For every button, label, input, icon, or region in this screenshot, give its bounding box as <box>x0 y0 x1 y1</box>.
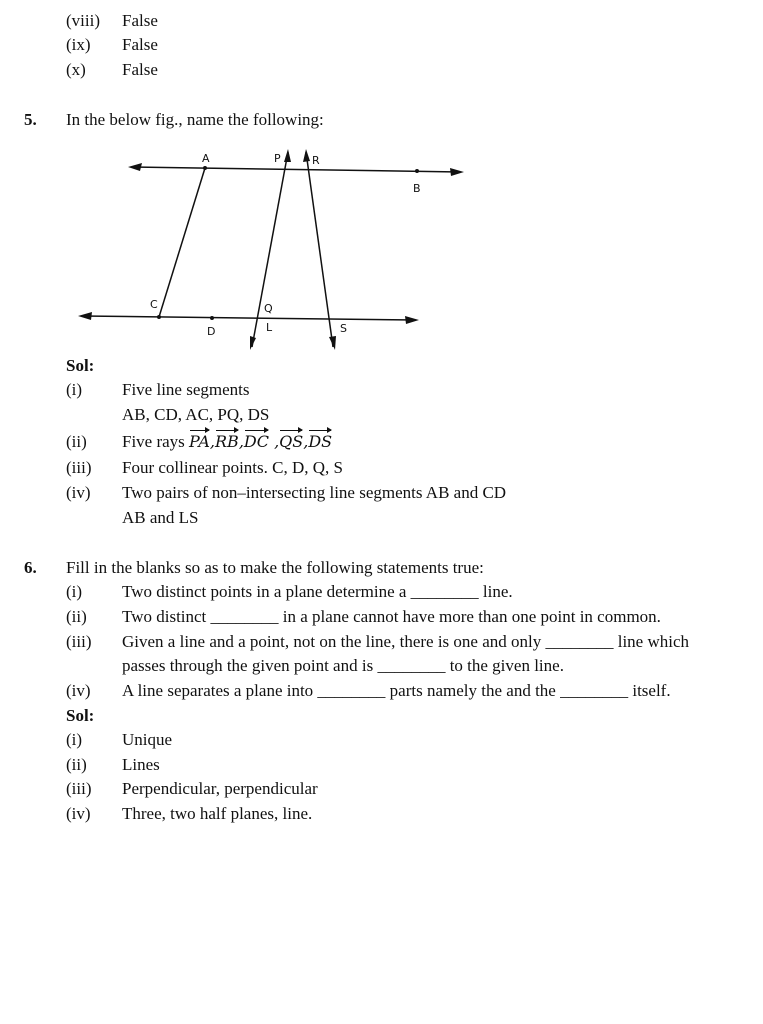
item-text: False <box>122 60 158 79</box>
item-text: Four collinear points. C, D, Q, S <box>122 458 343 477</box>
item-label: (ii) <box>66 432 87 451</box>
item-text: A line separates a plane into ________ parts namely the and the ________ itself. <box>122 681 671 700</box>
point-c <box>157 315 161 319</box>
geometry-figure <box>70 142 490 354</box>
arrow-left-bottom <box>78 312 92 320</box>
ray-list: PA,RB,DC ,QS,DS <box>189 432 333 451</box>
arrow-rs-up <box>303 149 310 162</box>
label-q: Q <box>264 302 273 315</box>
item-text: Three, two half planes, line. <box>122 804 313 823</box>
label-p: P <box>274 152 281 165</box>
label-l: L <box>266 321 273 334</box>
arrow-left-top <box>128 163 142 171</box>
label-b: B <box>413 182 421 195</box>
item-label: (iv) <box>66 681 91 700</box>
ray-pa: PA <box>189 432 210 451</box>
item-text: Five line segments <box>122 380 250 399</box>
ray-rb: RB <box>215 432 239 451</box>
item-label: (x) <box>66 60 86 79</box>
arrow-rs-down <box>329 336 336 350</box>
line-ab <box>132 167 460 172</box>
item-label: (ii) <box>66 755 87 774</box>
item-label: (ii) <box>66 607 87 626</box>
ray-ds: DS <box>308 432 333 451</box>
item-text: False <box>122 11 158 30</box>
item-label: (i) <box>66 582 83 601</box>
item-text: Two distinct ________ in a plane cannot have more than one point in common. <box>122 607 661 626</box>
arrow-pq-down <box>250 336 256 350</box>
item-label: (viii) <box>66 11 100 30</box>
point-b <box>415 169 419 173</box>
item-text: Unique <box>122 730 173 749</box>
item-text: Two pairs of non–intersecting line segments AB and CD <box>122 483 507 502</box>
label-c: C <box>150 298 158 311</box>
ray-dc: DC <box>243 432 269 451</box>
item-text: Two distinct points in a plane determine a ________ line. <box>122 582 513 601</box>
point-d <box>210 316 214 320</box>
segment-ac <box>159 168 205 317</box>
line-cd <box>82 316 415 320</box>
label-a: A <box>202 152 210 165</box>
arrow-right-top <box>450 168 464 176</box>
label-r: R <box>312 154 320 167</box>
item-text: Perpendicular, perpendicular <box>122 779 318 798</box>
point-a <box>203 166 207 170</box>
item-label: (iii) <box>66 458 92 477</box>
item-text: AB and LS <box>122 508 199 527</box>
question-number: 5. <box>24 110 37 129</box>
item-label: (i) <box>66 380 83 399</box>
item-label: (iii) <box>66 632 92 651</box>
item-label: (iv) <box>66 483 91 502</box>
label-d: D <box>207 325 216 338</box>
sol-label: Sol: <box>66 706 95 725</box>
line-rs <box>306 152 333 347</box>
item-label: (iii) <box>66 779 92 798</box>
item-label: (iv) <box>66 804 91 823</box>
item-label: (ix) <box>66 35 91 54</box>
rays-intro: Five rays <box>122 432 185 451</box>
sol-label: Sol: <box>66 356 95 375</box>
item-label: (i) <box>66 730 83 749</box>
ray-qs: QS <box>279 432 304 451</box>
arrow-pq-up <box>284 149 291 162</box>
item-text: Given a line and a point, not on the line, there is one and only ________ line which <box>122 632 690 651</box>
item-text: False <box>122 35 158 54</box>
question-text: Fill in the blanks so as to make the following statements true: <box>66 558 484 577</box>
item-text: passes through the given point and is ________ to the given line. <box>122 656 564 675</box>
question-text: In the below fig., name the following: <box>66 110 324 129</box>
question-number: 6. <box>24 558 37 577</box>
item-text: AB, CD, AC, PQ, DS <box>122 405 270 424</box>
item-text: Lines <box>122 755 160 774</box>
item-text <box>122 432 332 452</box>
arrow-right-bottom <box>405 316 419 324</box>
label-s: S <box>340 322 347 335</box>
